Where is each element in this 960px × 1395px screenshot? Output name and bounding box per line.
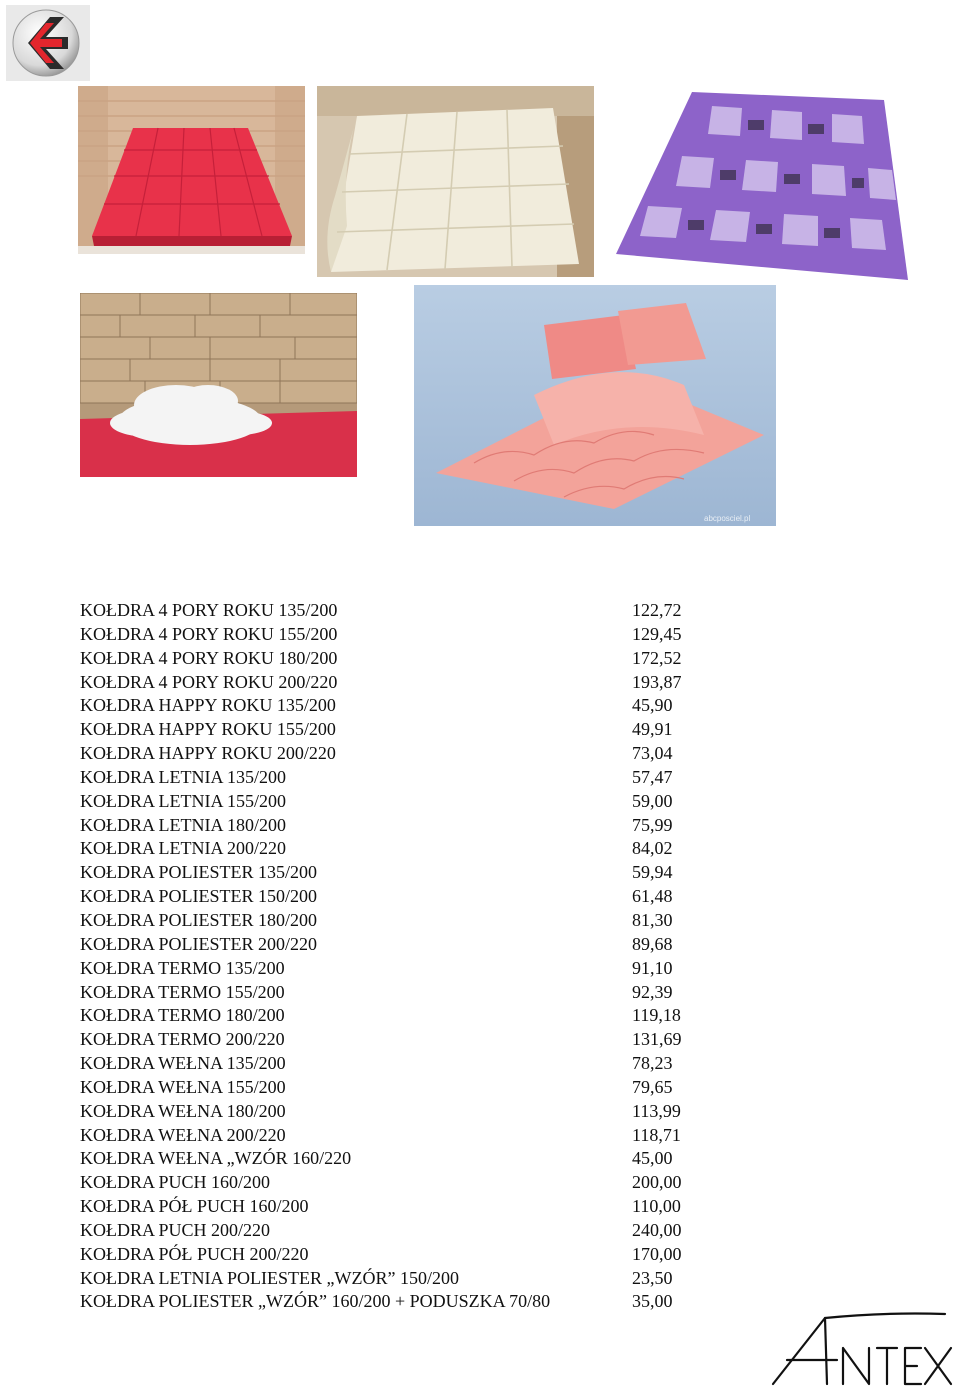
price-row <box>80 1290 720 1314</box>
product-price: 45,90 <box>632 695 673 716</box>
price-row <box>80 933 720 957</box>
price-row <box>80 599 720 623</box>
product-price: 118,71 <box>632 1124 681 1145</box>
product-price: 89,68 <box>632 933 673 954</box>
product-price: 75,99 <box>632 814 673 835</box>
price-row <box>80 1100 720 1124</box>
price-row <box>80 766 720 790</box>
product-name: KOŁDRA POLIESTER 180/200 <box>80 909 318 930</box>
product-name: KOŁDRA LETNIA POLIESTER „WZÓR” 150/200 <box>80 1267 459 1288</box>
price-row <box>80 1052 720 1076</box>
product-price: 59,94 <box>632 862 673 883</box>
product-name: KOŁDRA WEŁNA 180/200 <box>80 1100 286 1121</box>
product-name: KOŁDRA POLIESTER „WZÓR” 160/200 + PODUSZKA 70/80 <box>80 1291 551 1312</box>
price-row <box>80 837 720 861</box>
antex-logo-icon <box>765 1310 960 1390</box>
product-price: 45,00 <box>632 1148 673 1169</box>
product-name: KOŁDRA WEŁNA „WZÓR 160/220 <box>80 1148 352 1169</box>
price-row <box>80 790 720 814</box>
product-name: KOŁDRA LETNIA 135/200 <box>80 766 286 787</box>
product-price: 122,72 <box>632 600 682 620</box>
price-row <box>80 694 720 718</box>
product-name: KOŁDRA LETNIA 200/220 <box>80 838 286 859</box>
product-price: 49,91 <box>632 719 673 740</box>
price-row <box>80 1219 720 1243</box>
product-name: KOŁDRA PÓŁ PUCH 160/200 <box>80 1196 309 1217</box>
product-price: 84,02 <box>632 838 673 859</box>
price-row <box>80 742 720 766</box>
product-price: 110,00 <box>632 1196 681 1217</box>
product-price: 129,45 <box>632 623 682 644</box>
price-row <box>80 718 720 742</box>
product-name: KOŁDRA WEŁNA 155/200 <box>80 1076 286 1097</box>
product-price: 119,18 <box>632 1005 681 1026</box>
price-row <box>80 909 720 933</box>
product-price: 73,04 <box>632 743 673 764</box>
price-list <box>80 599 720 1314</box>
product-price: 200,00 <box>632 1172 682 1193</box>
product-price: 91,10 <box>632 957 673 978</box>
watermark-text: abcposciel.pl <box>704 514 751 523</box>
price-row <box>80 647 720 671</box>
product-price: 193,87 <box>632 671 682 692</box>
price-row <box>80 1124 720 1148</box>
price-row <box>80 861 720 885</box>
fiber-filling-photo <box>80 293 357 477</box>
product-price: 240,00 <box>632 1219 682 1240</box>
price-row <box>80 981 720 1005</box>
product-price: 23,50 <box>632 1267 673 1288</box>
product-price: 131,69 <box>632 1029 682 1050</box>
product-name: KOŁDRA TERMO 180/200 <box>80 1005 285 1026</box>
product-price: 79,65 <box>632 1076 673 1097</box>
pink-quilt-pillows-photo <box>414 285 776 526</box>
product-name: KOŁDRA 4 PORY ROKU 200/220 <box>80 671 338 692</box>
price-row <box>80 1028 720 1052</box>
product-price: 57,47 <box>632 766 673 787</box>
white-quilt-photo <box>317 86 594 277</box>
product-price: 172,52 <box>632 647 682 668</box>
product-name: KOŁDRA TERMO 155/200 <box>80 981 285 1002</box>
product-price: 35,00 <box>632 1291 673 1312</box>
product-name: KOŁDRA TERMO 135/200 <box>80 957 285 978</box>
product-price: 81,30 <box>632 909 673 930</box>
price-row <box>80 814 720 838</box>
price-row <box>80 1195 720 1219</box>
price-row <box>80 1147 720 1171</box>
product-name: KOŁDRA TERMO 200/220 <box>80 1029 285 1050</box>
product-name: KOŁDRA PUCH 200/220 <box>80 1219 271 1240</box>
price-row <box>80 1171 720 1195</box>
product-name: KOŁDRA 4 PORY ROKU 155/200 <box>80 623 338 644</box>
price-row <box>80 671 720 695</box>
product-price: 78,23 <box>632 1053 673 1074</box>
product-name: KOŁDRA POLIESTER 150/200 <box>80 886 318 907</box>
product-name: KOŁDRA LETNIA 155/200 <box>80 790 286 811</box>
price-row <box>80 1004 720 1028</box>
product-name: KOŁDRA POLIESTER 135/200 <box>80 862 318 883</box>
price-row <box>80 623 720 647</box>
price-row <box>80 1243 720 1267</box>
price-row <box>80 1267 720 1291</box>
price-row <box>80 1076 720 1100</box>
product-name: KOŁDRA LETNIA 180/200 <box>80 814 286 835</box>
product-name: KOŁDRA HAPPY ROKU 200/220 <box>80 743 336 764</box>
product-price: 113,99 <box>632 1100 681 1121</box>
product-name: KOŁDRA PÓŁ PUCH 200/220 <box>80 1243 309 1264</box>
product-name: KOŁDRA POLIESTER 200/220 <box>80 933 318 954</box>
product-name: KOŁDRA 4 PORY ROKU 180/200 <box>80 647 338 668</box>
price-row <box>80 957 720 981</box>
company-logo-icon <box>6 5 90 81</box>
product-price: 59,00 <box>632 790 673 811</box>
product-name: KOŁDRA WEŁNA 135/200 <box>80 1053 286 1074</box>
product-price: 61,48 <box>632 886 673 907</box>
product-price: 170,00 <box>632 1243 682 1264</box>
product-name: KOŁDRA 4 PORY ROKU 135/200 <box>80 600 338 620</box>
product-price: 92,39 <box>632 981 673 1002</box>
price-row <box>80 885 720 909</box>
product-name: KOŁDRA WEŁNA 200/220 <box>80 1124 286 1145</box>
purple-pattern-quilt-photo <box>612 86 912 284</box>
product-name: KOŁDRA HAPPY ROKU 155/200 <box>80 719 336 740</box>
red-quilt-photo <box>78 86 305 254</box>
product-name: KOŁDRA PUCH 160/200 <box>80 1172 271 1193</box>
product-name: KOŁDRA HAPPY ROKU 135/200 <box>80 695 336 716</box>
